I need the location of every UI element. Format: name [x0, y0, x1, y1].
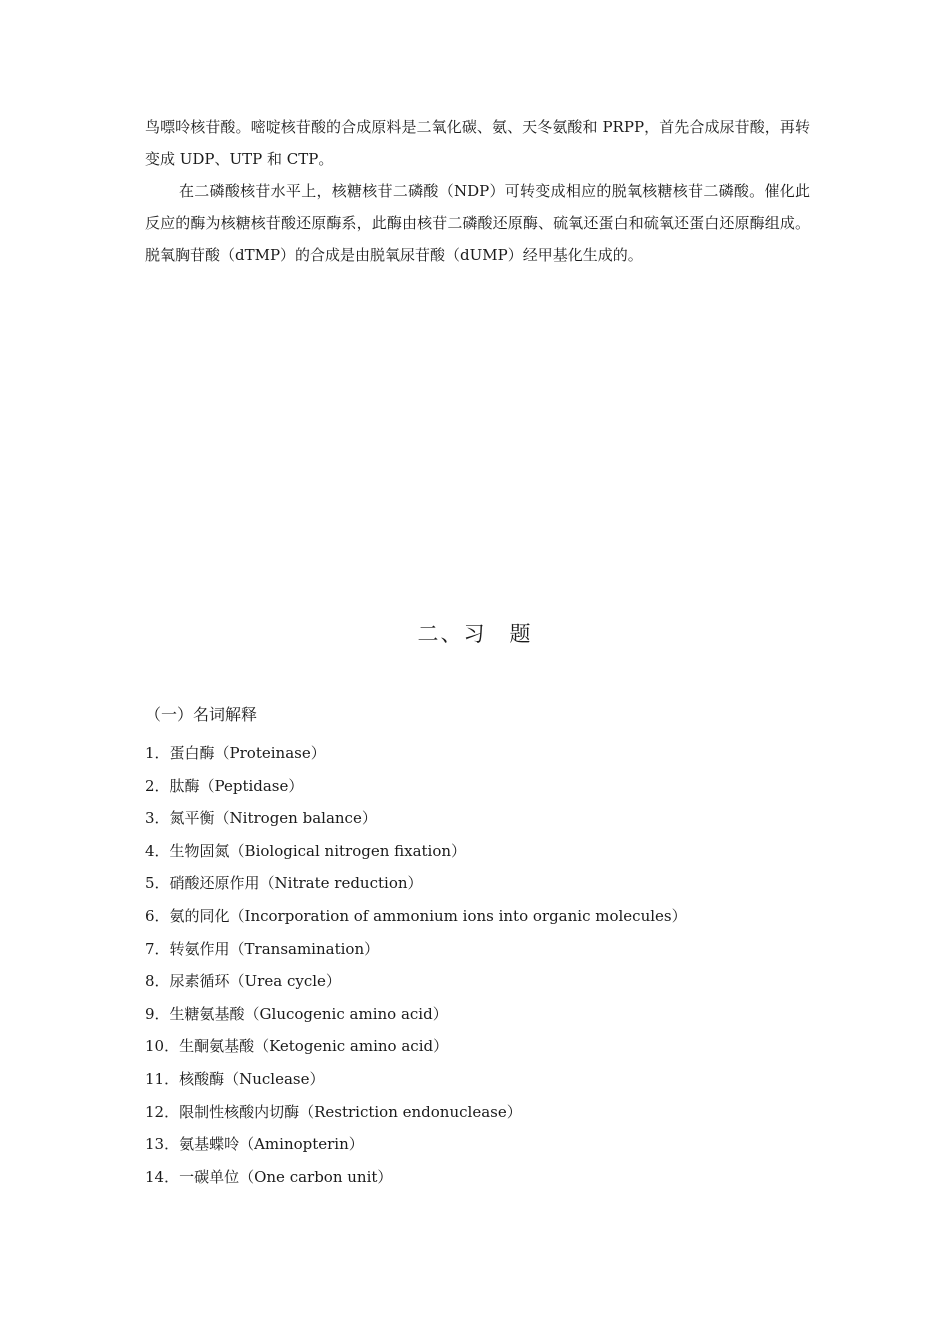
term-item: 7．转氨作用（Transamination）: [145, 939, 380, 958]
term-item: 1．蛋白酶（Proteinase）: [145, 744, 326, 762]
term-item: 9．生糖氨基酸（Glucogenic amino acid）: [145, 1004, 448, 1023]
term-item: 5．硝酸还原作用（Nitrate reduction）: [145, 874, 423, 893]
term-item: 6．氨的同化（Incorporation of ammonium ions into organic molecules）: [145, 906, 687, 925]
body-paragraph: 在二磷酸核苷水平上，核糖核苷二磷酸（NDP）可转变成相应的脱氧核糖核苷二磷酸。催化此反应的酶为核糖核苷酸还原酶系，此酶由核苷二磷酸还原酶、硫氧还蛋白和硫氧还蛋白还原酶组成。脱氧胸苷酸（dTMP）的合成是由脱氧尿苷酸（dUMP）经甲基化生成的。: [145, 182, 810, 264]
term-list: [145, 737, 687, 1193]
term-item: 3．氮平衡（Nitrogen balance）: [145, 809, 377, 828]
term-item: 13．氨基蝶呤（Aminopterin）: [145, 1135, 364, 1154]
subsection-title: （一）名词解释: [145, 705, 258, 724]
term-item: 12．限制性核酸内切酶（Restriction endonuclease）: [145, 1102, 522, 1121]
section-title: 二、习 题: [417, 622, 533, 646]
term-item: 4．生物固氮（Biological nitrogen fixation）: [145, 841, 467, 860]
term-item: 10．生酮氨基酸（Ketogenic amino acid）: [145, 1037, 449, 1056]
term-item: 2．肽酶（Peptidase）: [145, 776, 304, 795]
term-item: 8．尿素循环（Urea cycle）: [145, 972, 341, 991]
body-paragraph: 鸟嘌呤核苷酸。嘧啶核苷酸的合成原料是二氧化碳、氨、天冬氨酸和 PRPP，首先合成尿苷酸，再转变成 UDP、UTP 和 CTP。: [145, 118, 810, 168]
term-item: 11．核酸酶（Nuclease）: [145, 1069, 325, 1088]
term-item: 14．一碳单位（One carbon unit）: [145, 1167, 393, 1186]
